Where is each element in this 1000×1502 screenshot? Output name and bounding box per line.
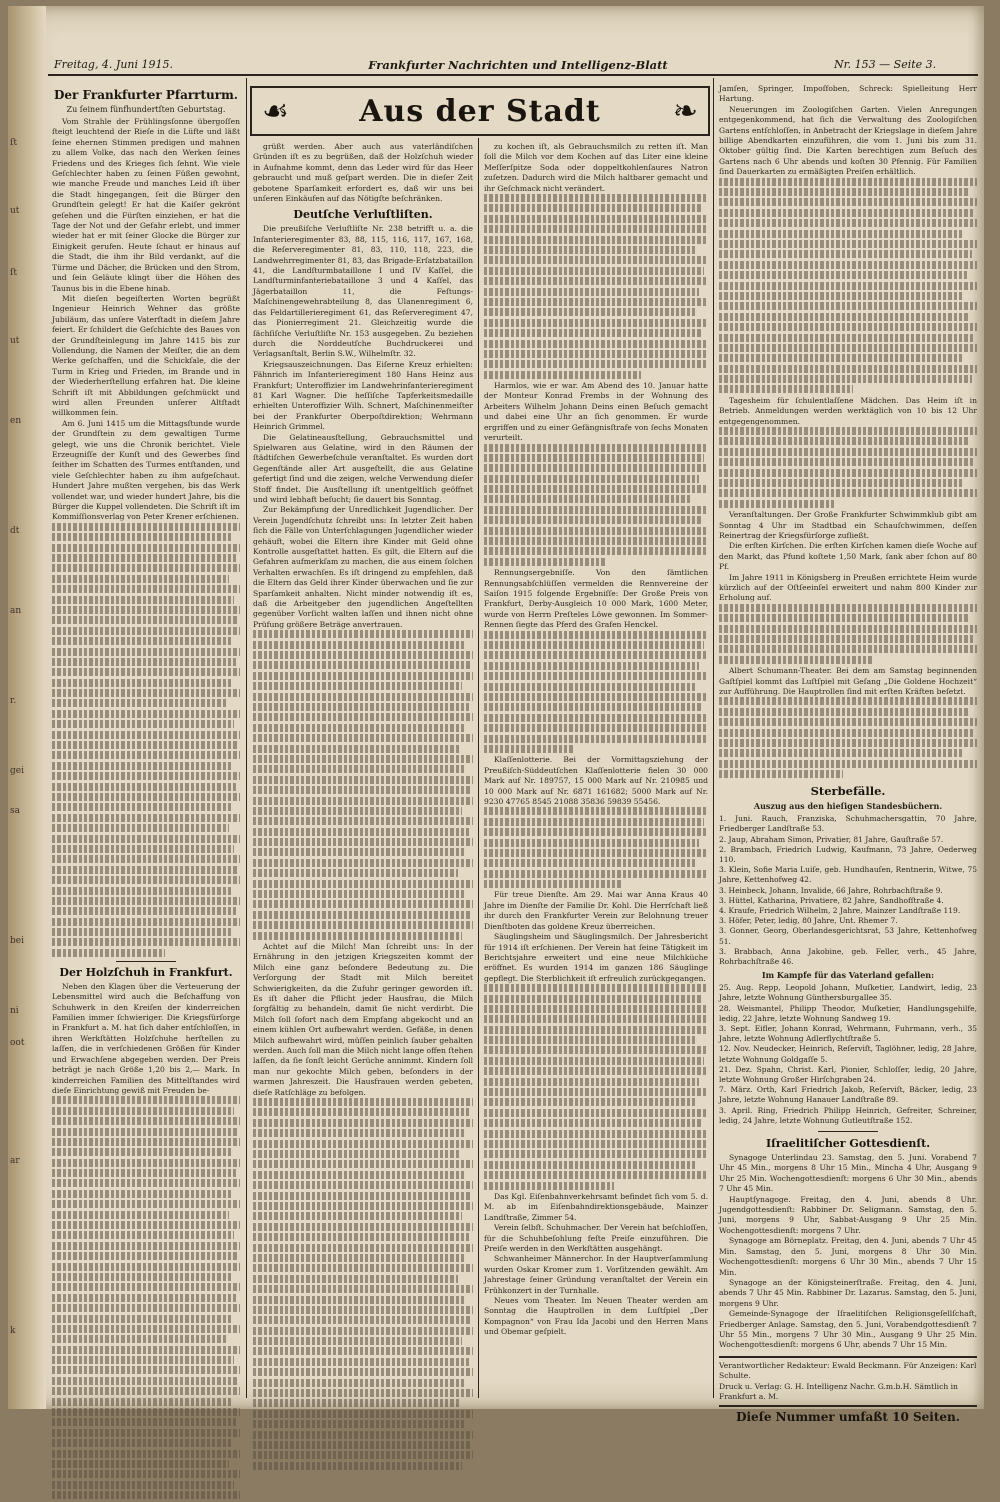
edge-fragment: oot [10,1038,25,1048]
section-divider [116,961,176,962]
article-paragraph: Veranſtaltungen. Der Große Frankfurter Schwimmklub gibt am Sonntag 4 Uhr im Stadtbad ein Schauſchwimmen, deſſen Reinertrag der Kriegsfürſorge zufließt. [719,510,977,541]
page-number: Nr. 153 — Seite 3. [834,58,937,71]
article-paragraph: Harmlos, wie er war. Am Abend des 10. Januar hatte der Monteur Konrad Frembs in der Wohnung des Arbeiters Wilhelm Johann Deins einen Beſuch gemacht und dabei eine Uhr an ſich genommen. Er wurde ergriffen und zu einer Gefängnisſtrafe von ſechs Monaten verurteilt. [484,381,708,443]
list-item: 4. Kraufe, Friedrich Wilhelm, 2 Jahre, Mainzer Landſtraße 119. [719,905,961,915]
list-item: 12. Nov. Neudecker, Heinrich, Reſerviſt, Taglöhner, ledig, 28 Jahre, letzte Wohnung Goldgaſſe 5. [719,1044,977,1064]
edge-fragment: sa [10,806,20,816]
edge-fragment: an [10,606,22,616]
article-paragraph: Jamſen, Springer, Impoſfoben, Schreck: Spielleitung Herr Hartung. [719,84,977,104]
article-paragraph: Vom Strahle der Frühlingsſonne übergoſſen ſteigt leuchtend der Rieſe in die Lüfte und läßt ſeine ehernen Stimmen predigen und mahnen zu allem Volke, das nach den Werken ſeines Friedens und des Krieges ſich ſehnt. Wie viele Geſchlechter haben zu ſeinen Füßen gewohnt, wie manche Freude und manches Leid iſt über die Stadt hingegangen, ſeit die Bürger den Grundſtein gelegt! Er hat die Kaiſer gekrönt geſehen und die Fürſten einziehen, er hat die Tage der Not und der Gefahr erlebt, und immer wieder hat er mit ſeiner Glocke die Bürger zur Einigkeit gerufen. Heute ſchaut er hinaus auf die Stadt, die ihm ihr Bild verdankt, auf die Türme und Dächer, die Brücken und den Strom, und ſein Geläute klingt über die Höhen des Taunus bis in die Ebene hinab. [52,117,240,293]
column-rule [713,78,714,1398]
article-subheading: Zu ſeinem fünfhundertſten Geburtstag. [66,105,226,114]
newspaper-page [8,6,984,1425]
list-item: 25. Aug. Repp, Leopold Johann, Muſketier, Landwirt, ledig, 23 Jahre, letzte Wohnung Günthersburgallee 35. [719,983,977,1003]
list-item: 2. Jaup, Abraham Simon, Privatier, 81 Jahre, Gauſtraße 57. [719,834,944,844]
list-item: 21. Dez. Spahn, Christ. Karl, Pionier, Schloſſer, ledig, 20 Jahre, letzte Wohnung Großer Hirſchgraben 24. [719,1064,977,1085]
article-subheading: Im Kampfe für das Vaterland gefallen: [761,970,935,981]
article-paragraph: Das Kgl. Eiſenbahnverkehrsamt befindet ſich vom 5. d. M. ab im Eiſenbahndirektionsgebäude, Mainzer Landſtraße, Zimmer 54. [484,1191,708,1222]
article-heading: Iſraelitiſcher Gottesdienſt. [765,1137,931,1151]
article-heading: Deutſche Verluſtliſten. [293,208,433,222]
list-item: 3. Klein, Sofie Maria Luiſe, geb. Hundhauſen, Rentnerin, Witwe, 75 Jahre, Kettenhofweg 42. [719,865,977,885]
article-paragraph: Die Gelatineausſtellung, Gebrauchsmittel und Spielwaren aus Gelatine, wird in den Räumen der ſtädtiſchen Gewerbeſchule veranſtaltet. Es wurden dort Gegenſtände aller Art ausgeſtellt, die aus Gelatine gefertigt ſind und die zeigen, welche Verwendung dieſer Stoff findet. Die Ausſtellung iſt unentgeltlich geöffnet und wird lebhaft beſucht; ſie dauert bis Sonntag. [253,432,473,504]
footer-rule [719,1356,977,1358]
article-paragraph: Die erſten Kirſchen. Die erſten Kirſchen kamen dieſe Woche auf den Markt, das Pfund koſtete 1,50 Mark, ſank aber ſchon auf 80 Pf. [719,541,977,572]
section-divider [818,1131,878,1132]
article-paragraph: Verein ſelbſt. Schuhmacher. Der Verein hat beſchloſſen, für die Schuhbeſohlung feſte Preiſe einzuführen. Die Preiſe werden in den Werkſtätten ausgehängt. [484,1223,708,1253]
article-paragraph: Synagoge an der Königsteinerſtraße. Freitag, den 4. Juni, abends 7 Uhr 45 Min. Rabbiner Dr. Lazarus. Samstag, den 5. Juni, morgens 9 Uhr. [719,1277,977,1308]
section-title: Aus der Stadt [359,93,601,129]
article-paragraph: Neben den Klagen über die Verteuerung der Lebensmittel wird auch die Beſchaffung von Schuhwerk in den Kreiſen der kinderreichen Familien immer ſchwieriger. Die Kriegsfürſorge in Frankfurt a. M. hat ſich daher entſchloſſen, in ihren Werkſtätten Holzſchuhe herſtellen zu laſſen, die in verſchiedenen Größen für Kinder und Erwachſene abgegeben werden. Der Preis beträgt je nach Größe 1,20 bis 2,— Mark. In kinderreichen Familien des Mittelſtandes wird dieſe Einrichtung gewiß mit Freuden be- [52,981,240,1095]
list-item: 3. Höfer, Peter, ledig, 80 Jahre, Unt. Rhemer 7. [719,916,898,926]
edge-fragment: ni [10,1006,19,1016]
printer-credit: Druck u. Verlag: G. H. Intelligenz Nachr. G.m.b.H. Sämtlich in Frankfurt a. M. [719,1381,958,1401]
article-paragraph: Klaſſenlotterie. Bei der Vormittagsziehung der Preußiſch-Süddeutſchen Klaſſenlotterie fielen 30 000 Mark auf Nr. 189757, 15 000 Mark auf Nr. 210985 und 10 000 Mark auf Nr. 6871 161682; 5000 Mark auf Nr. 9230 47765 8545 21088 35836 59839 55456. [484,755,708,806]
list-item: 3. Heinbeck, Johann, Invalide, 66 Jahre, Rohrbachſtraße 9. [719,885,943,895]
article-paragraph: Rennungsergebniſſe. Von den ſämtlichen Rennungsabſchlüſſen vermelden die Rennvereine der Saiſon 1915 folgende Ergebniſſe: Der Große Preis von Frankfurt, Derby-Ausgleich 10 000 Mark, 1600 Meter, wurde von Herrn Preſteles Löwe gewonnen. Im Sommer-Rennen ſiegte das Pferd des Grafen Henckel. [484,568,708,630]
edge-fragment: dt [10,526,20,536]
article-paragraph: zu kochen iſt, als Gebrauchsmilch zu retten iſt. Man ſoll die Milch vor dem Kochen auf das Liter eine kleine Meſſerſpitze Soda oder doppeltkohlenſaures Natron zuſetzen. Dadurch wird die Milch haltbarer gemacht und ihr Geſchmack nicht verändert. [484,142,708,193]
column-3 [484,142,708,1338]
page-count-note: Dieſe Nummer umfaßt 10 Seiten. [736,1410,960,1425]
article-paragraph: Im Jahre 1911 in Königsberg in Preußen errichtete Heim wurde kürzlich auf der Oſtſeeinſel erweitert und nahm 800 Kinder zur Erholung auf. [719,572,977,603]
article-paragraph: Gemeinde-Synagoge der Iſraelitiſchen Religionsgeſellſchaft, Friedberger Anlage. Samstag, den 5. Juni, Vorabendgottesdienſt 7 Uhr 55 Min., morgens 7 Uhr 30 Min., Ausgang 9 Uhr 25 Min. Wochengottesdienſt: morgens 6 Uhr, abends 7 Uhr 15 Min. [719,1309,977,1350]
article-paragraph: Synagoge am Börneplatz. Freitag, den 4. Juni, abends 7 Uhr 45 Min. Samstag, den 5. Juni, morgens 8 Uhr 30 Min. Wochengottesdienſt: morgens 6 Uhr 30 Min., abends 7 Uhr 15 Min. [719,1236,977,1277]
article-paragraph: Albert Schumann-Theater. Bei dem am Samstag beginnenden Gaſtſpiel kommt das Luſtſpiel mit Geſang „Die Goldene Hochzeit“ zur Aufführung. Die Hauptrollen ſind mit erſten Kräften beſetzt. [719,666,977,697]
edge-fragment: r. [10,696,17,706]
article-paragraph: Die preußiſche Verluſtliſte Nr. 238 betrifft u. a. die Infanterieregimenter 83, 88, 115, 116, 117, 167, 168, die Reſerveregimenter 81, 83, 110, 118, 223, die Landwehrregimenter 81, 83, das Brigade-Erſatzbataillon 41, die Landſturmbataillone I und IV Kaſſel, die Landſturminfanteriebataillone 3 und 4 Kaſſel, das Jägerbataillon 11, die Feſtungs-Maſchinengewehrabteilung 8, das Ulanenregiment 6, das Feldartillerieregiment 61, das Reſerveregiment 47, das Pionierregiment 21. Gleichzeitig wurde die ſächſiſche Verluſtliſte Nr. 153 ausgegeben. Zu beziehen durch die Norddeutſche Buchdruckerei und Verlagsanſtalt, Berlin S.W., Wilhelmſtr. 32. [253,224,473,359]
edge-fragment: bei [10,936,24,946]
article-paragraph: Neuerungen im Zoologiſchen Garten. Vielen Anregungen entgegenkommend, hat ſich die Verwaltung des Zoologiſchen Gartens entſchloſſen, in Anbetracht der Kriegslage in dieſem Jahre billige Abendkarten einzuführen, die vom 1. Juni bis zum 31. Oktober gültig ſind. Die Karten berechtigen zum Beſuch des Gartens nach 6 Uhr abends und koſten 30 Pfennig. Für Familien ſind Dauerkarten zu ermäßigten Preiſen erhältlich. [719,104,977,177]
article-paragraph: Mit dieſen begeiſterten Worten begrüßt Ingenieur Heinrich Wehner das größte Jubiläum, das unſere Vaterſtadt in dieſem Jahre feiert. Er ſchildert die Geſchichte des Baues von der Grundſteinlegung im Jahre 1415 bis zur Vollendung, die Namen der Meiſter, die an dem Werke geſchaffen, und die Schickſale, die der Turm in Krieg und Frieden, im Brande und in der Wiederherſtellung erfahren hat. Die kleine Schrift iſt mit Abbildungen geſchmückt und wird allen Freunden unſerer Altſtadt willkommen ſein. [52,293,240,418]
list-item: 3. Sept. Eifler, Johann Konrad, Wehrmann, Fuhrmann, verh., 35 Jahre, letzte Wohnung Adlerflychtſtraße 5. [719,1024,977,1044]
editor-credit: Verantwortlicher Redakteur: Ewald Beckmann. Für Anzeigen: Karl Schulte. [719,1360,977,1381]
edge-fragment: ut [10,206,20,216]
article-paragraph: Neues vom Theater. Im Neuen Theater werden am Sonntag die Hauptrollen in dem Luſtſpiel „Der Kompagnon“ von Frau Ida Jacobi und den Herren Mans und Obemar geſpielt. [484,1296,708,1337]
list-item: 1. Juni. Rauch, Franziska, Schuhmachersgattin, 70 Jahre, Friedberger Landſtraße 53. [719,814,977,834]
article-paragraph: Zur Bekämpfung der Unredlichkeit Jugendlicher. Der Verein Jugendſchutz ſchreibt uns: In letzter Zeit haben ſich die Fälle von Unterſchlagungen Jugendlicher wieder gehäuft, wobei die Eltern ihre Kinder mit Geld ohne Kontrolle ausgeſtattet hatten. Es gilt, die Eltern auf die Gefahren aufmerkſam zu machen, die aus einem ſolchen Verhalten erwachſen. Es iſt dringend zu empfehlen, daß die Eltern das Geld ihrer Kinder überwachen und ſie zur Sparſamkeit anhalten. Nicht minder notwendig iſt es, daß die Arbeitgeber den jugendlichen Angeſtellten gegenüber Vorſicht walten laſſen und ihnen nicht ohne Prüfung größere Beträge anvertrauen. [253,505,473,629]
edge-fragment: en [10,416,22,426]
edge-fragment: ſt [10,138,17,148]
fallen-soldiers-list [719,983,977,1126]
article-paragraph: Hauptſynagoge. Freitag, den 4. Juni, abends 8 Uhr. Jugendgottesdienſt: Rabbiner Dr. Seligmann. Samstag, den 5. Juni, morgens 9 Uhr, Sabbat-Ausgang 9 Uhr 25 Min. Wochengottesdienſt: morgens 7 Uhr. [719,1194,977,1235]
list-item: 3. April. Ring, Friedrich Philipp Heinrich, Gefreiter, Schreiner, ledig, 24 Jahre, letzte Wohnung Gutleutſtraße 152. [719,1105,977,1125]
edge-fragment: ar [10,1156,20,1166]
edge-fragment: k [10,1326,16,1336]
list-item: 2. Brambach, Friedrich Ludwig, Kaufmann, 73 Jahre, Oederweg 110. [719,844,977,864]
article-paragraph: grüßt werden. Aber auch aus vaterländiſchen Gründen iſt es zu begrüßen, daß der Holzſchuh wieder in Aufnahme kommt, denn das Leder wird für das Heer gebraucht und muß geſpart werden. Die in dieſer Zeit gebotene Sparſamkeit erfordert es, daß wir uns bei unſeren Einkäufen auf das Nötigſte beſchränken. [253,142,473,204]
column-rule [246,78,247,1398]
column-4 [719,84,977,1424]
article-paragraph: Tagesheim für ſchulentlaſſene Mädchen. Das Heim iſt in Betrieb. Anmeldungen werden werktäglich von 10 bis 12 Uhr entgegengenommen. [719,395,977,426]
column-2 [253,142,473,1472]
list-item: 3. Hüttel, Katharina, Privatiere, 82 Jahre, Sandhofſtraße 4. [719,895,944,905]
list-item: 3. Brabbach, Anna Jakobine, geb. Feller, verh., 45 Jahre, Rohrbachſtraße 46. [719,946,977,966]
article-paragraph: Synagoge Unterlindau 23. Samstag, den 5. Juni. Vorabend 7 Uhr 45 Min., morgens 8 Uhr 15 Min., Mincha 4 Uhr, Ausgang 9 Uhr 25 Min. Wochengottesdienſt: morgens 6 Uhr 30 Min., abends 7 Uhr 45 Min. [719,1153,977,1194]
article-paragraph: Schwanheimer Männerchor. In der Hauptverſammlung wurden Oskar Kromer zum 1. Vorſitzenden gewählt. Am Jahrestage ſeiner Gründung veranſtaltet der Verein ein Frühkonzert in der Turnhalle. [484,1254,708,1295]
ornament-left-icon: ☙ [262,94,289,129]
article-paragraph: Für treue Dienſte. Am 29. Mai war Anna Kraus 40 Jahre im Dienſte der Familie Dr. Kohl. Die Herrſchaft ließ ihr durch den Frankfurter Verein zur Belohnung treuer Dienſtboten das goldene Kreuz überreichen. [484,890,708,931]
article-heading: Der Frankfurter Pfarrturm. [54,88,238,102]
footer-rule [719,1405,977,1407]
ornament-right-icon: ❧ [672,94,698,129]
list-item: 28. Weismantel, Philipp Theodor, Muſketier, Handlungsgehilfe, ledig, 22 Jahre, letzte Wohnung Sandweg 19. [719,1003,977,1023]
article-subheading: Auszug aus den hieſigen Standesbüchern. [753,801,943,812]
edge-fragment: gei [10,766,24,776]
issue-date: Freitag, 4. Juni 1915. [54,58,174,71]
article-heading: Sterbefälle. [810,784,886,799]
section-banner [250,86,710,136]
newspaper-title: Frankfurter Nachrichten und Intelligenz-Blatt [368,58,668,72]
masthead-rule [48,74,978,76]
list-item: 7. März. Orth, Karl Friedrich Jakob, Reſerviſt, Bäcker, ledig, 23 Jahre, letzte Wohnung Hanauer Landſtraße 89. [719,1085,977,1105]
edge-fragment: ut [10,336,20,346]
article-paragraph: Achtet auf die Milch! Man ſchreibt uns: In der Ernährung in den jetzigen Kriegszeiten kommt der Milch eine ganz beſondere Bedeutung zu. Die Verſorgung der Stadt mit Milch bereitet Schwierigkeiten, da die Zufuhr geringer geworden iſt. Es iſt daher die Pflicht jeder Hausfrau, die Milch ſorgfältig zu behandeln, damit ſie nicht verdirbt. Die Milch ſoll ſofort nach dem Empfang abgekocht und an einem kühlen Ort aufbewahrt werden. Gefäße, in denen Milch aufbewahrt wird, müſſen peinlich ſauber gehalten werden. Auch ſoll man die Milch nicht lange offen ſtehen laſſen, da ſie ſonſt leicht Gerüche annimmt. Kindern ſoll man nur gekochte Milch geben, beſonders in der warmen Jahreszeit. Die Hausfrauen werden gebeten, dieſe Ratſchläge zu befolgen. [253,942,473,1097]
edge-fragment: ſt [10,268,17,278]
article-paragraph: Säuglingsheim und Säuglingsmilch. Der Jahresbericht für 1914 iſt erſchienen. Der Verein hat ſeine Tätigkeit im Berichtsjahre erweitert und eine neue Milchküche eröffnet. Es wurden 1914 im ganzen 186 Säuglinge gepflegt. Die Sterblichkeit iſt erfreulich zurückgegangen. [484,932,708,983]
death-notices-list [719,814,977,967]
article-heading: Der Holzſchuh in Frankfurt. [59,965,233,979]
list-item: 3. Gonner, Georg, Oberlandesgerichtsrat, 53 Jahre, Kettenhofweg 51. [719,926,977,946]
column-rule [478,138,479,1398]
article-paragraph: Kriegsauszeichnungen. Das Eiſerne Kreuz erhielten: Fähnrich im Infanterieregiment 180 Hans Heinz aus Frankfurt; Unteroffizier im Landwehrinfanterieregiment 81 Karl Wagner. Die heſſiſche Tapferkeitsmedaille erhielten Unteroffizier Wilh. Schnert, Maſchinenmeiſter bei der Frankfurter Oberpoſtdirektion; Wehrmann Heinrich Grimmel. [253,359,473,432]
article-paragraph: Am 6. Juni 1415 um die Mittagsſtunde wurde der Grundſtein zu dem gewaltigen Turme gelegt, wie uns die Chronik berichtet. Viele Erzeugniſſe der Kunſt und des Gewerbes ſind ſeither im Schatten des Turmes entſtanden, und viele Geſchlechter haben zu ihm aufgeſchaut. Hundert Jahre mußten vergehen, bis das Werk vollendet war, und wieder hundert Jahre, bis die Bürger die Kuppel vollendeten. Die Schrift iſt im Kommiſſionsverlag von Peter Krener erſchienen. [52,418,240,522]
column-1 [52,84,240,1502]
